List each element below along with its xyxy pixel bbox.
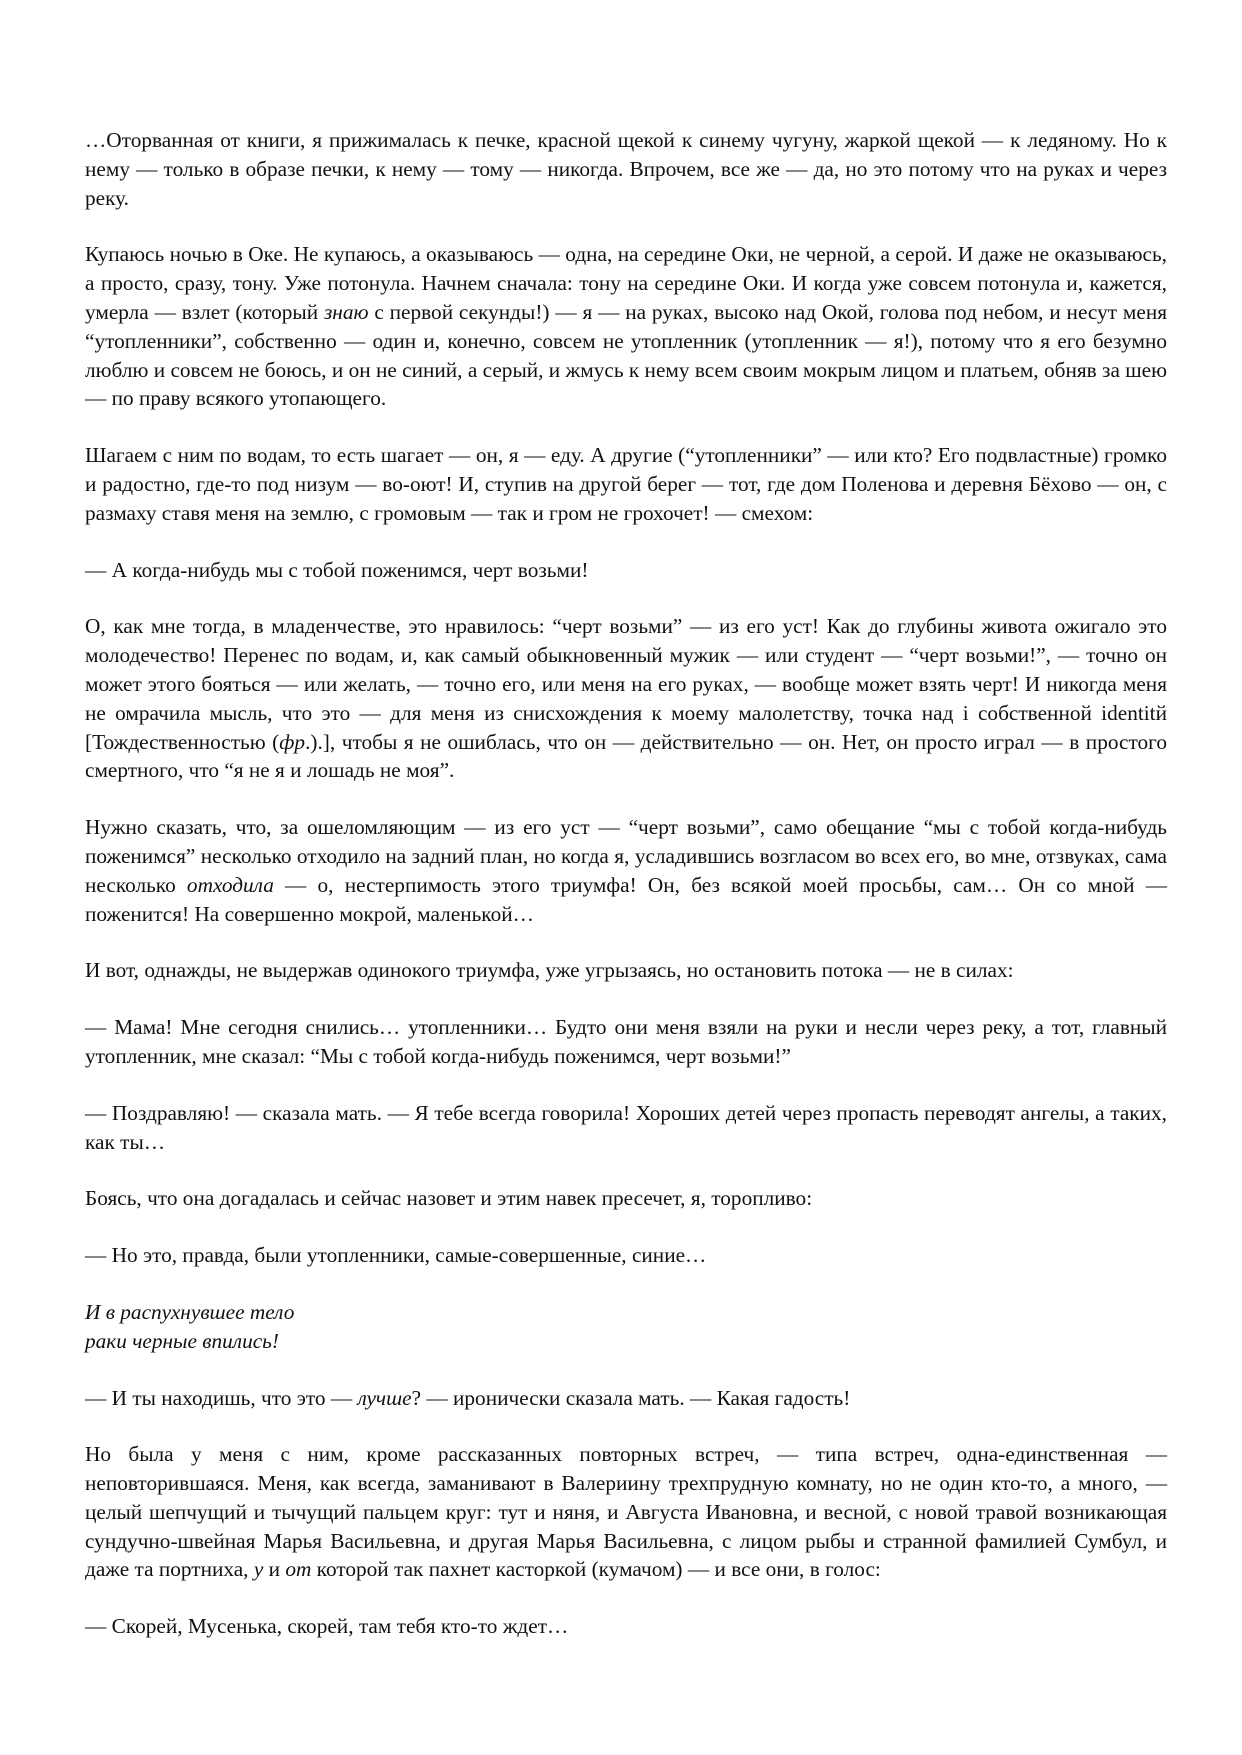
- poem-quote: [85, 1298, 1167, 1356]
- text-segment: ? — иронически сказала мать. — Какая гадость!: [411, 1385, 851, 1410]
- text-segment: — Но это, правда, были утопленники, самые-совершенные, синие…: [85, 1243, 707, 1268]
- italic-text: отходила: [186, 872, 274, 897]
- text-segment: — Скорей, Мусенька, скорей, там тебя кто-то ждет…: [85, 1614, 569, 1639]
- text-segment: Но была у меня с ним, кроме рассказанных повторных встреч, — типа встреч, одна-единственная — неповторившаяся. Меня, как всегда, заманивают в Валериину трехпрудную комнату, но не один кто-то, а много, — целый шепчущий и тычущий пальцем круг: тут и няня, и Августа Ивановна, и весной, с новой травой возникающая сундучно-швейная Марья Васильевна, и другая Марья Васильевна, с лицом рыбы и странной фамилией Сумбул, и даже та портниха,: [85, 1442, 1167, 1582]
- paragraph: [85, 556, 1167, 585]
- paragraph: [85, 441, 1167, 527]
- text-segment: — Поздравляю! — сказала мать. — Я тебе всегда говорила! Хороших детей через пропасть переводят ангелы, а таких, как ты…: [85, 1100, 1167, 1154]
- text-segment: Боясь, что она догадалась и сейчас назовет и этим навек пресечет, я, торопливо:: [85, 1186, 813, 1211]
- text-segment: которой так пахнет касторкой (кумачом) — и все они, в голос:: [311, 1557, 881, 1582]
- paragraph: [85, 1013, 1167, 1071]
- text-segment: — о, нестерпимость этого триумфа! Он, без всякой моей просьбы, сам… Он со мной — поженится! На совершенно мокрой, маленькой…: [85, 872, 1168, 926]
- italic-text: у: [253, 1557, 264, 1582]
- text-segment: — И ты находишь, что это —: [85, 1385, 358, 1410]
- paragraph: [85, 1241, 1167, 1270]
- text-segment: Шагаем с ним по водам, то есть шагает — он, я — еду. А другие (“утопленники” — или кто? Его подвластные) громко и радостно, где-то под низум — во-оют! И, ступив на другой берег — тот, где дом Поленова и деревня Бёхово — он, с размаху ставя меня на землю, с громовым — так и гром не грохочет! — смехом:: [85, 443, 1167, 525]
- paragraph: [85, 1440, 1167, 1584]
- paragraph: [85, 1099, 1167, 1157]
- document-page: [85, 126, 1167, 1669]
- text-segment: Нужно сказать, что, за ошеломляющим — из его уст — “черт возьми”, само обещание “мы с тобой когда-нибудь поженимся” несколько отходило на задний план, но когда я, усладившись возгласом во всех его, во мне, отзвуках, сама несколько: [85, 815, 1167, 897]
- italic-text: от: [285, 1557, 312, 1582]
- paragraph: [85, 1184, 1167, 1213]
- paragraph: [85, 1384, 1167, 1413]
- paragraph: [85, 813, 1167, 928]
- text-segment: — Мама! Мне сегодня снились… утопленники… Будто они меня взяли на руки и несли через реку, а тот, главный утопленник, мне сказал: “Мы с тобой когда-нибудь поженимся, черт возьми!”: [85, 1015, 1167, 1068]
- text-segment: Купаюсь ночью в Оке. Не купаюсь, а оказываюсь — одна, на середине Оки, не черной, а серой. И даже не оказываюсь, а просто, сразу, тону. Уже потонула. Начнем сначала: тону на середине Оки. И когда уже совсем потонула и, кажется, умерла — взлет (который: [85, 242, 1167, 324]
- text-segment: и: [263, 1557, 286, 1582]
- poem-line: раки черные впились!: [85, 1328, 279, 1353]
- text-segment: И вот, однажды, не выдержав одинокого триумфа, уже угрызаясь, но остановить потока — не в силах:: [85, 958, 1014, 983]
- text-segment: — А когда-нибудь мы с тобой поженимся, черт возьми!: [85, 557, 589, 582]
- paragraph: [85, 612, 1167, 785]
- italic-text: знаю: [323, 299, 369, 324]
- paragraph: [85, 956, 1167, 985]
- text-segment: .).], чтобы я не ошиблась, что он — действительно — он. Нет, он просто играл — в простого смертного, что “я не я и лошадь не моя”.: [85, 729, 1167, 783]
- paragraph: [85, 126, 1167, 212]
- italic-text: фр: [279, 729, 306, 754]
- poem-line: И в распухнувшее тело: [85, 1299, 295, 1324]
- text-segment: О, как мне тогда, в младенчестве, это нравилось: “черт возьми” — из его уст! Как до глубины живота ожигало это молодечество! Перенес по водам, и, как самый обыкновенный мужик — или студент — “черт возьми!”, — точно он может этого бояться — или желать, — точно его, или меня на его руках, — вообще может взять черт! И никогда меня не омрачила мысль, что это — для меня из снисхождения к моему малолетству, точка над i собственной identitй [Тождественностью (: [85, 614, 1167, 754]
- paragraph: [85, 240, 1167, 413]
- text-segment: …Оторванная от книги, я прижималась к печке, красной щекой к синему чугуну, жаркой щекой — к ледяному. Но к нему — только в образе печки, к нему — тому — никогда. Впрочем, все же — да, но это потому что на руках и через реку.: [85, 128, 1167, 210]
- paragraph: [85, 1612, 1167, 1641]
- text-segment: с первой секунды!) — я — на руках, высоко над Окой, голова под небом, и несут меня “утопленники”, собственно — один и, конечно, совсем не утопленник (утопленник — я!), потому что я его безумно люблю и совсем не боюсь, и он не синий, а серый, и жмусь к нему всем своим мокрым лицом и платьем, обняв за шею — по праву всякого утопающего.: [85, 299, 1168, 411]
- italic-text: лучше: [357, 1385, 412, 1410]
